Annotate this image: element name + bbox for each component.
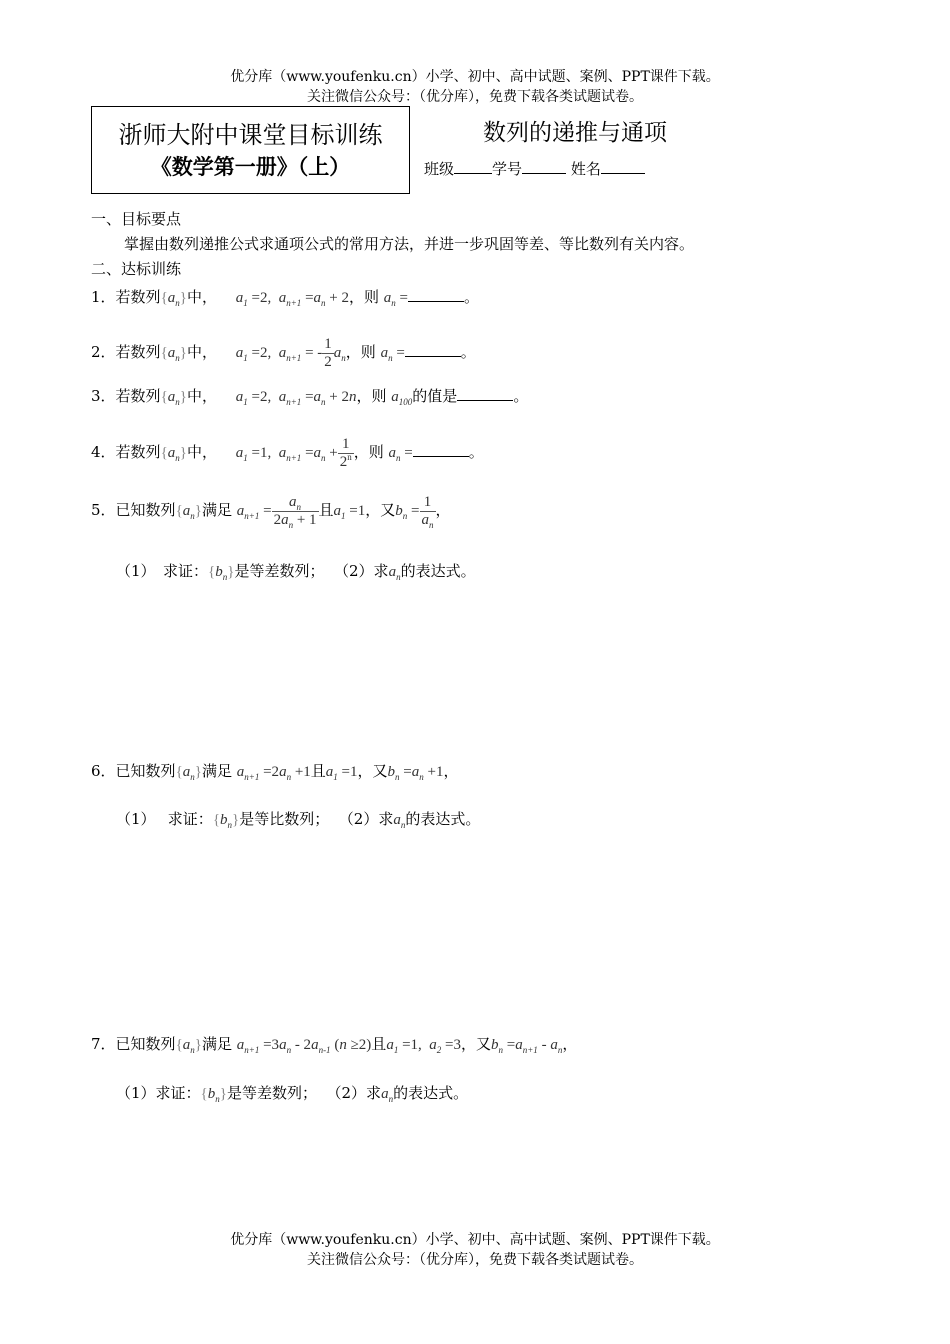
auxiliary-sequence: $b_n =a_{n+1} - a_n$: [491, 1037, 563, 1055]
section-2-heading: 二、达标训练: [91, 260, 182, 278]
course-title-box: [91, 106, 410, 194]
student-info: [424, 158, 645, 179]
term-an: $a_n$: [381, 1086, 394, 1104]
recurrence-formula: $a_1 =1$, $a_{n+1} =a_n$ + $\frac{1}{2^n}$: [235, 436, 352, 471]
header-line-2: 关注微信公众号：（优分库），免费下载各类试题试卷。: [307, 89, 643, 105]
answer-blank[interactable]: [413, 442, 469, 457]
recurrence-formula: $a_1 =2$, $a_{n+1} =a_n + 2$: [235, 290, 349, 308]
sequence-notation: $\{b_n\}$: [200, 1086, 227, 1104]
question-number: 6．: [91, 762, 116, 780]
sequence-notation: $\{a_n\}$: [175, 1037, 202, 1055]
question-text: ，则: [345, 343, 376, 362]
question-text: 满足: [201, 1035, 232, 1053]
question-number: 1．: [91, 288, 116, 306]
question-text: 若数列: [115, 387, 161, 405]
header-line-1: 优分库（www.youfenku.cn）小学、初中、高中试题、案例、PPT课件下载。: [230, 69, 720, 85]
question-number: 7．: [91, 1035, 116, 1053]
recurrence-formula: $a_{n+1}$ = $\frac{a_n}{2a_n + 1}$: [236, 494, 317, 531]
recurrence-formula: $a_{n+1} =2a_n +1$: [236, 764, 311, 782]
answer-expression: $a_n$ =: [388, 445, 413, 464]
question-7: [91, 1033, 577, 1054]
sequence-notation: $\{a_n\}$: [175, 503, 202, 522]
part-label: （2）求: [338, 810, 394, 828]
question-text: ，又: [461, 1035, 492, 1053]
question-text: 已知数列: [115, 501, 176, 520]
auxiliary-sequence: $b_n =a_n +1$: [387, 764, 444, 782]
name-blank: [601, 159, 645, 174]
question-5-parts: [116, 560, 476, 581]
part-label: （1）求证：: [116, 1084, 201, 1102]
question-text: 中，: [186, 443, 217, 462]
answer-blank[interactable]: [457, 386, 513, 401]
class-label: 班级: [424, 160, 455, 178]
initial-term: $a_1 =1$: [333, 503, 366, 522]
section-1-heading: 一、目标要点: [91, 210, 182, 228]
answer-blank[interactable]: [408, 287, 464, 302]
class-blank: [454, 159, 492, 174]
school-course-title: 浙师大附中课堂目标训练: [118, 121, 383, 149]
question-text: ，又: [365, 501, 396, 520]
question-5: [91, 494, 451, 530]
question-3: [91, 385, 528, 406]
part-text: 的表达式。: [400, 562, 476, 580]
question-text: 。: [468, 443, 484, 462]
term-a100: $a_{100}$: [391, 389, 413, 407]
answer-blank[interactable]: [405, 342, 461, 357]
question-text: 满足: [201, 501, 232, 520]
question-4: [91, 436, 484, 472]
sequence-notation: $\{a_n\}$: [160, 445, 187, 464]
footer-line-2: 关注微信公众号：（优分库），免费下载各类试题试卷。: [307, 1252, 643, 1268]
initial-term: $a_1 =1$: [325, 764, 358, 782]
part-label: （1） 求证：: [116, 810, 213, 828]
question-number: 3．: [91, 387, 116, 405]
question-text: ，: [443, 762, 459, 780]
sequence-notation: $\{a_n\}$: [160, 345, 187, 364]
question-text: 。: [460, 343, 476, 362]
question-number: 4．: [91, 443, 116, 462]
textbook-title: 《数学第一册》（上）: [150, 154, 351, 179]
question-text: 若数列: [115, 343, 161, 362]
question-number: 5．: [91, 501, 116, 520]
question-number: 2．: [91, 343, 116, 362]
question-text: 已知数列: [115, 1035, 176, 1053]
part-text: 的表达式。: [405, 810, 481, 828]
part-text: 是等差数列；: [226, 1084, 317, 1102]
part-text: 是等比数列；: [239, 810, 330, 828]
student-id-label: 学号: [492, 160, 523, 178]
question-text: ，则: [353, 443, 384, 462]
sequence-notation: $\{a_n\}$: [160, 389, 187, 407]
recurrence-formula: $a_{n+1} =3a_n - 2a_{n-1}$ (n ≥2): [236, 1037, 372, 1055]
question-text: 中，: [186, 288, 217, 306]
question-text: 。: [464, 288, 480, 306]
question-text: 若数列: [115, 443, 161, 462]
question-text: ，则: [349, 288, 380, 306]
question-7-parts: [116, 1082, 468, 1103]
sequence-notation: $\{b_n\}$: [212, 812, 240, 830]
question-text: ，: [562, 1035, 578, 1053]
initial-terms: $a_1 =1$, $a_2 =3$: [386, 1037, 461, 1055]
question-text: 。: [513, 387, 529, 405]
question-text: 中，: [186, 343, 217, 362]
question-text: 且: [318, 501, 334, 520]
question-2: [91, 336, 476, 372]
part-label: （2）求: [334, 562, 389, 580]
recurrence-formula: $a_1 =2$, $a_{n+1}$ = - $\frac{1}{2}$ $a_n$: [235, 336, 346, 371]
question-text: 中，: [186, 387, 217, 405]
question-text: 满足: [201, 762, 232, 780]
part-text: 的表达式。: [393, 1084, 469, 1102]
question-text: ，则: [356, 387, 387, 405]
term-an: $a_n$: [393, 812, 406, 830]
question-text: 且: [371, 1035, 387, 1053]
question-text: 已知数列: [115, 762, 176, 780]
question-text: ，又: [357, 762, 388, 780]
answer-expression: $a_n$ =: [383, 290, 409, 308]
sequence-notation: $\{a_n\}$: [175, 764, 202, 782]
question-6: [91, 760, 458, 781]
footer-line-1: 优分库（www.youfenku.cn）小学、初中、高中试题、案例、PPT课件下载。: [230, 1232, 720, 1248]
name-label: 姓名: [570, 160, 601, 178]
sequence-notation: $\{a_n\}$: [160, 290, 187, 308]
auxiliary-sequence: $b_n$ = $\frac{1}{a_n}$: [395, 494, 434, 531]
question-text: 且: [310, 762, 326, 780]
part-text: 是等差数列；: [234, 562, 325, 580]
section-1-body: 掌握由数列递推公式求通项公式的常用方法，并进一步巩固等差、等比数列有关内容。: [124, 235, 695, 253]
term-an: $a_n$: [388, 564, 401, 582]
recurrence-formula: $a_1 =2$, $a_{n+1} =a_n + 2n$: [235, 389, 357, 407]
question-text: 的值是: [412, 387, 458, 405]
part-label: （2）求: [326, 1084, 382, 1102]
question-text: 若数列: [115, 288, 161, 306]
sequence-notation: $\{b_n\}$: [208, 564, 235, 582]
worksheet-title: 数列的递推与通项: [483, 120, 667, 146]
question-6-parts: [116, 808, 480, 829]
question-text: ，: [435, 501, 451, 520]
question-1: [91, 286, 479, 307]
answer-expression: $a_n$ =: [380, 345, 405, 364]
part-label: （1） 求证：: [116, 562, 209, 580]
student-id-blank: [522, 159, 566, 174]
